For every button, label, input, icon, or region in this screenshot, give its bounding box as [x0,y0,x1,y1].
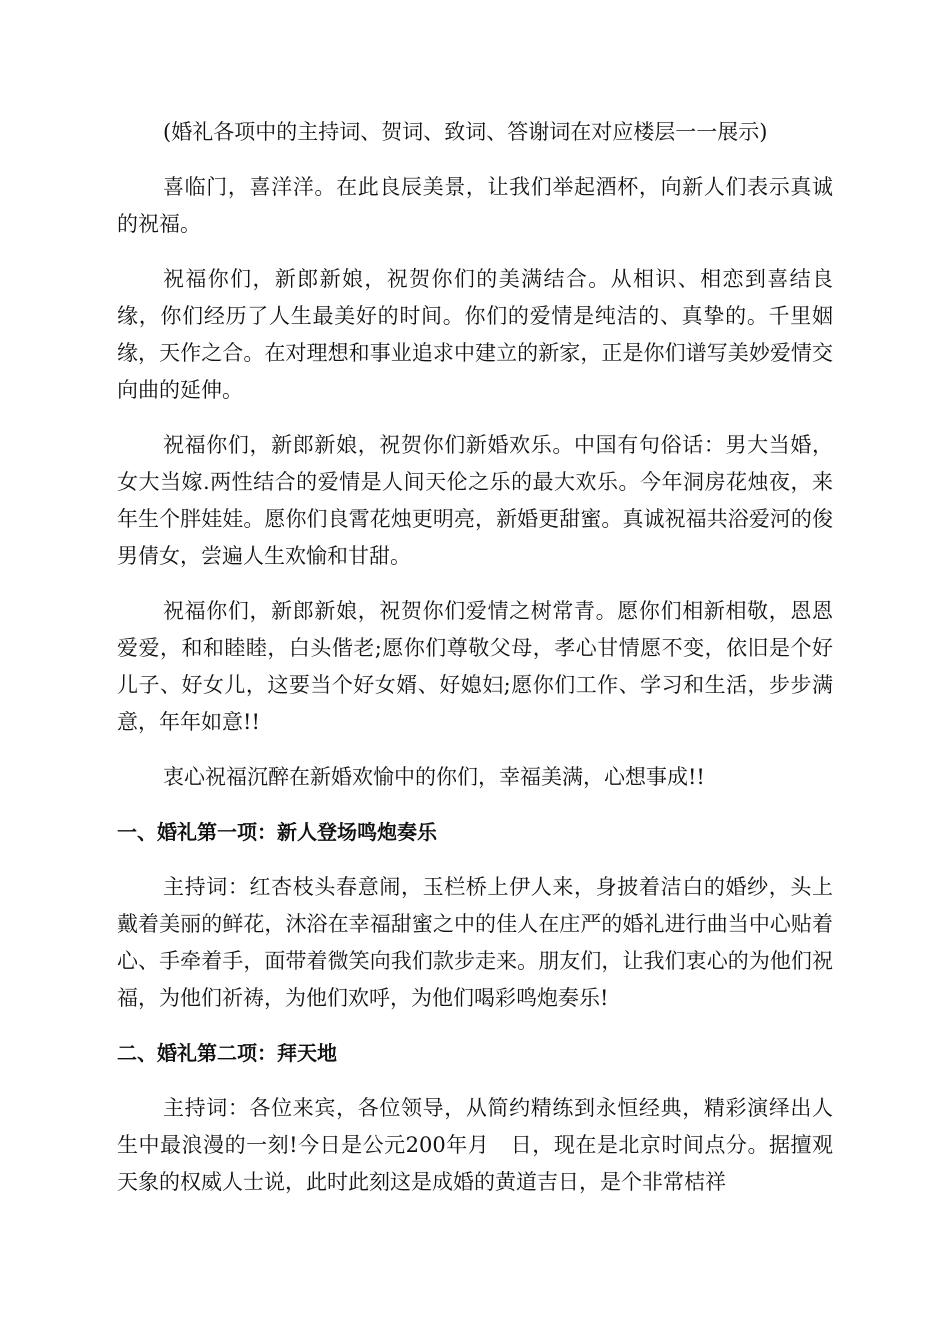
section-heading-1: 一、婚礼第一项：新人登场鸣炮奏乐 [117,820,437,844]
blessing-paragraph-4: 祝福你们，新郎新娘，祝贺你们爱情之树常青。愿你们相新相敬，恩恩爱爱，和和睦睦，白头偕老;愿你们尊敬父母，孝心甘情愿不变，依旧是个好儿子、好女儿，这要当个好女婿、好媳妇;愿你们工作、学习和生活，步步满意，年年如意!! [117,599,833,734]
document-body [117,114,833,1219]
section-text-1: 主持词：红杏枝头春意闹，玉栏桥上伊人来，身披着洁白的婚纱，头上戴着美丽的鲜花，沐浴在幸福甜蜜之中的佳人在庄严的婚礼进行曲当中心贴着心、手牵着手，面带着微笑向我们款步走来。朋友们，让我们衷心的为他们祝福，为他们祈祷，为他们欢呼，为他们喝彩鸣炮奏乐! [117,875,833,1010]
blessing-paragraph-3: 祝福你们，新郎新娘，祝贺你们新婚欢乐。中国有句俗话：男大当婚，女大当嫁.两性结合的爱情是人间天伦之乐的最大欢乐。今年洞房花烛夜，来年生个胖娃娃。愿你们良霄花烛更明亮，新婚更甜蜜。真诚祝福共浴爱河的俊男倩女，尝遍人生欢愉和甘甜。 [117,433,833,568]
section-heading-2: 二、婚礼第二项：拜天地 [117,1041,337,1065]
blessing-paragraph-5: 衷心祝福沉醉在新婚欢愉中的你们，幸福美满，心想事成!! [163,765,705,789]
blessing-paragraph-2: 祝福你们，新郎新娘，祝贺你们的美满结合。从相识、相恋到喜结良缘，你们经历了人生最美好的时间。你们的爱情是纯洁的、真挚的。千里姻缘，天作之合。在对理想和事业追求中建立的新家，正是你们谱写美妙爱情交向曲的延伸。 [117,267,833,402]
blessing-paragraph-1: 喜临门，喜洋洋。在此良辰美景，让我们举起酒杯，向新人们表示真诚的祝福。 [117,175,833,236]
intro-note: (婚礼各项中的主持词、贺词、致词、答谢词在对应楼层一一展示) [163,120,768,144]
section-text-2: 主持词：各位来宾，各位领导，从简约精练到永恒经典，精彩演绎出人生中最浪漫的一刻!今日是公元200年月 日，现在是北京时间点分。据擅观天象的权威人士说，此时此刻这是成婚的黄道吉日，是个非常桔祥 [117,1096,833,1194]
